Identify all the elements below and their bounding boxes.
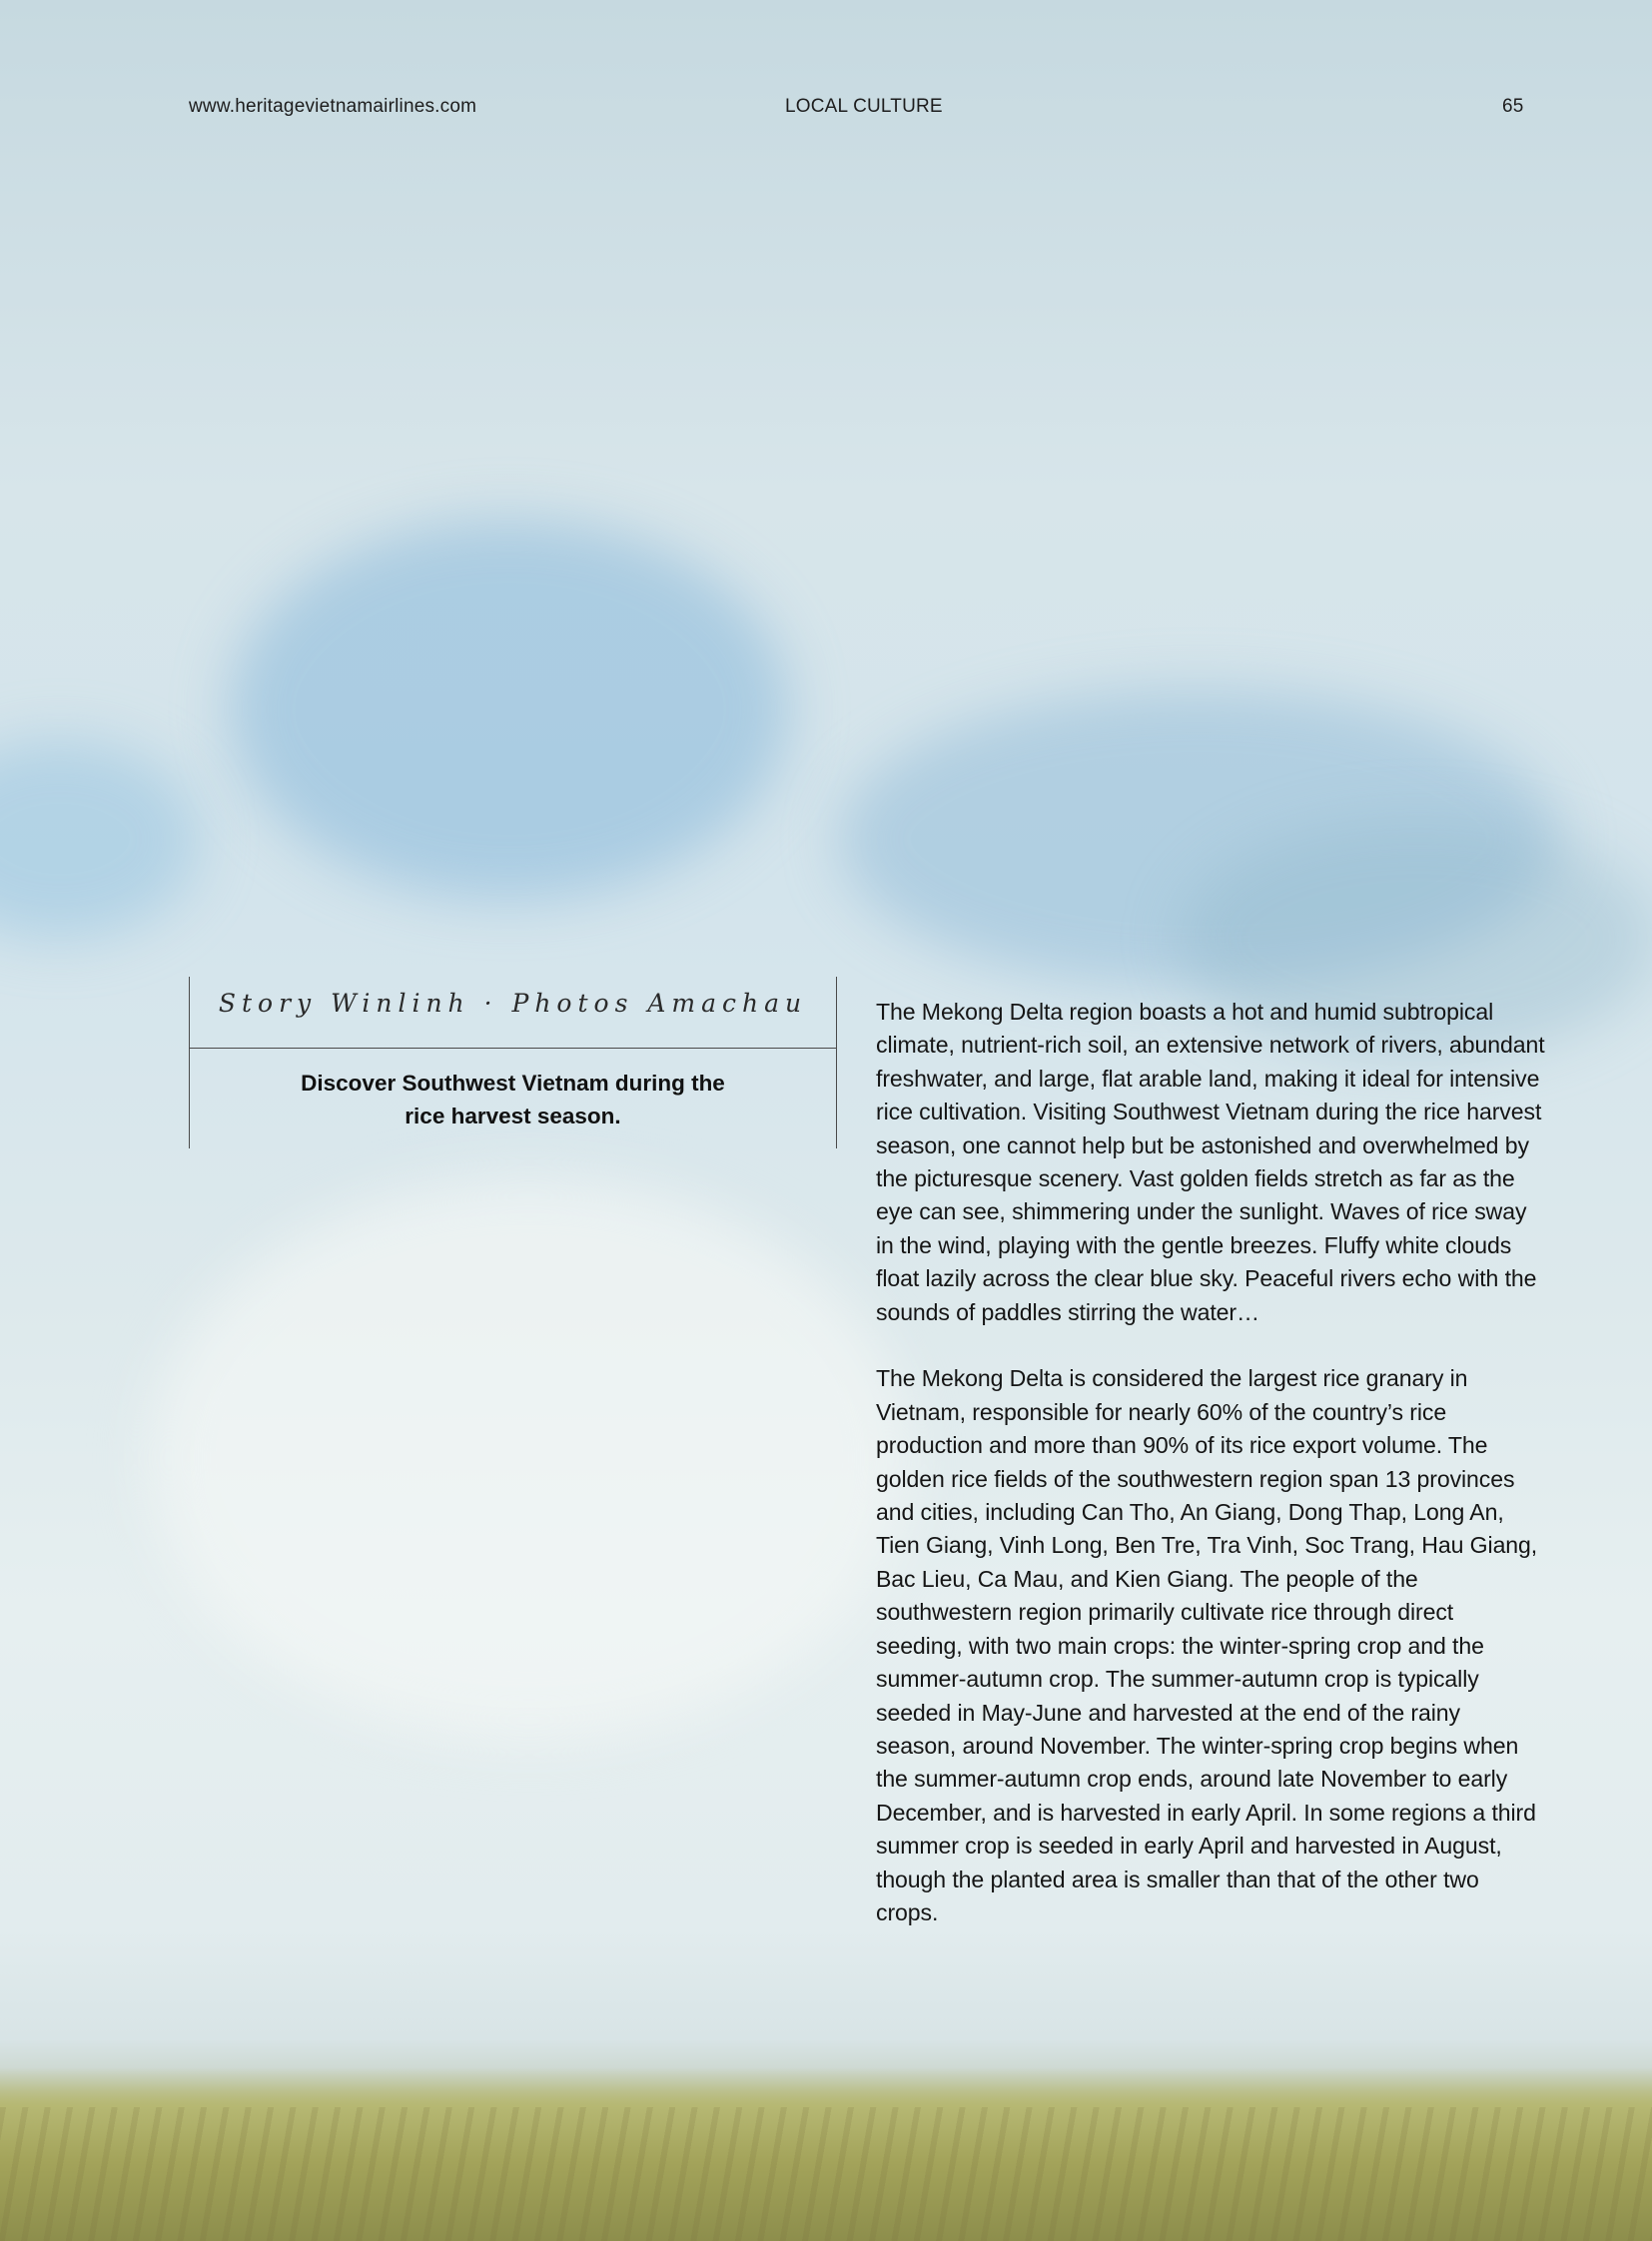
body-paragraph: The Mekong Delta is considered the largest rice granary in Vietnam, responsible for nearly 60% of the country’s rice production and more than 90% of its rice export volume. The golden rice fields of the southwestern region span 13 provinces and cities, including Can Tho, An Giang, Dong Thap, Long An, Tien Giang, Vinh Long, Ben Tre, Tra Vinh, Soc Trang, Hau Giang, Bac Lieu, Ca Mau, and Kien Giang. The people of the southwestern region primarily cultivate rice through direct seeding, with two main crops: the winter-spring crop and the summer-autumn crop. The summer-autumn crop is typically seeded in May-June and harvested at the end of the rainy season, around November. The winter-spring crop begins when the summer-autumn crop ends, around late November to early December, and is harvested in early April. In some regions a third summer crop is seeded in early April and harvested in August, though the planted area is smaller than that of the other two crops.	[876, 1365, 1538, 1925]
website-url: www.heritagevietnamairlines.com	[189, 96, 477, 117]
body-paragraph: The Mekong Delta region boasts a hot and humid subtropical climate, nutrient-rich soil, an extensive network of rivers, abundant freshwater, and large, flat arable land, making it ideal for intensive rice cultivation. Visiting Southwest Vietnam during the rice harvest season, one cannot help but be astonished and overwhelmed by the picturesque scenery. Vast golden fields stretch as far as the eye can see, shimmering under the sunlight. Waves of rice sway in the wind, playing with the gentle breezes. Fluffy white clouds float lazily across the clear blue sky. Peaceful rivers echo with the sounds of paddles stirring the water…	[876, 999, 1545, 1325]
section-title: LOCAL CULTURE	[785, 96, 943, 117]
cloud	[230, 519, 789, 899]
intro-deck: Discover Southwest Vietnam during the rice harvest season.	[301, 1071, 725, 1128]
rice-field-texture	[0, 2107, 1652, 2241]
credit-box-divider	[189, 1048, 837, 1049]
article-body	[876, 996, 1545, 1963]
haze	[150, 1178, 909, 1738]
story-credits: Story Winlinh · Photos Amachau	[218, 989, 808, 1018]
page-number: 65	[1502, 96, 1524, 117]
